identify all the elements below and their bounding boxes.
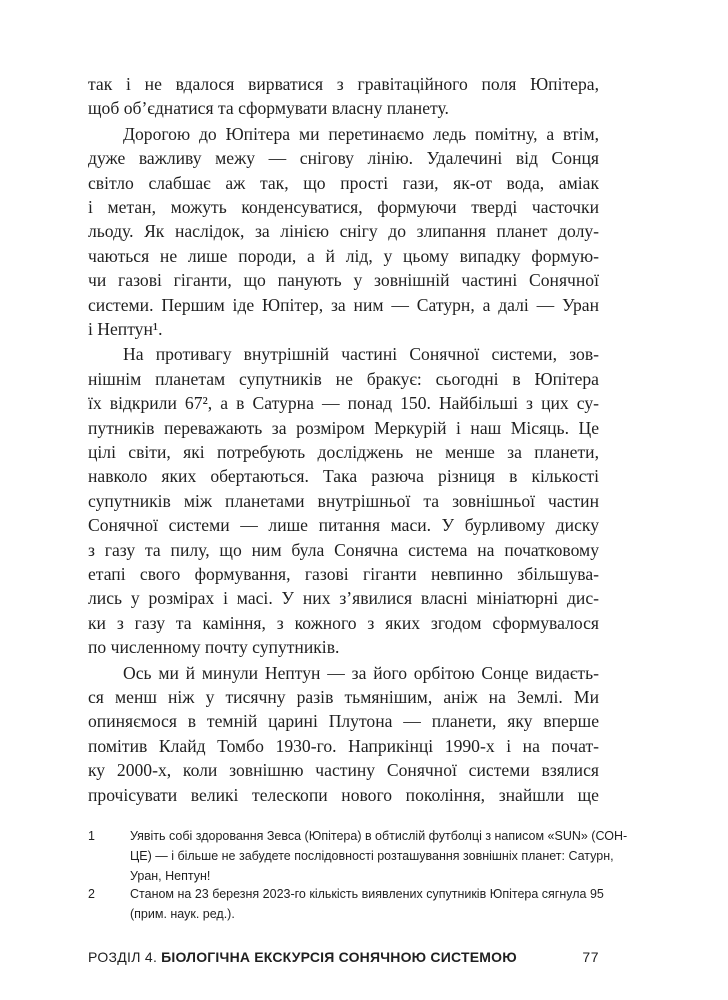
body-text-line: На противагу внутрішній частині Сонячної системи, зов-	[123, 344, 599, 365]
body-text-line: чи газові гіганти, що панують у зовнішній частині Сонячної	[88, 270, 599, 291]
footnote-number: 2	[88, 887, 95, 901]
page-number: 77	[582, 949, 599, 965]
body-text-line: супутників між планетами внутрішньої та зовнішньої частин	[88, 490, 599, 511]
body-text-line: ки з газу та каміння, з кожного з яких згодом сформувалося	[88, 612, 599, 633]
body-text-line: ку 2000-х, коли зовнішню частину Сонячної системи взялися	[88, 760, 599, 781]
body-text-line: щоб об’єднатися та сформувати власну планету.	[88, 98, 449, 119]
body-text-line: лись у розмірах і масі. У них з’явилися власні мініатюрні дис-	[88, 588, 599, 609]
body-text-line: Сонячної системи — лише питання маси. У бурливому диску	[88, 515, 599, 536]
body-text-line: чаються не лише породи, а й лід, у цьому випадку формую-	[88, 245, 599, 266]
body-text-line: цілі світи, які потребують досліджень не менше за планети,	[88, 442, 599, 462]
footnote-text-line: Уявіть собі здоровання Зевса (Юпітера) в обтислій футболці з написом «SUN» (СОН-	[130, 829, 628, 843]
body-text-line: льоду. Як наслідок, за лінією снігу до злипання планет долу-	[88, 221, 599, 242]
body-text-line: прочісувати великі телескопи нового покоління, знайшли ще	[88, 784, 599, 805]
chapter-prefix: РОЗДІЛ 4.	[88, 949, 158, 965]
body-text-line: Дорогою до Юпітера ми перетинаємо ледь помітну, а втім,	[123, 123, 599, 144]
body-text-line: етапі свого формування, газові гіганти невпинно збільшува-	[88, 564, 599, 584]
footnote-text-line: Станом на 23 березня 2023-го кількість виявлених супутників Юпітера сягнула 95	[130, 887, 604, 901]
body-text-line: ся менш ніж у тисячну разів тьмянішим, аніж на Землі. Ми	[88, 687, 599, 707]
body-text-line: і Нептун¹.	[88, 319, 163, 339]
footnote-text-line: Уран, Нептун!	[130, 869, 211, 883]
body-text-line: навколо яких обертаються. Така разюча різниця в кількості	[88, 466, 599, 487]
body-text-line: нішнім планетам супутників не бракує: сьогодні в Юпітера	[88, 368, 599, 389]
body-text-line: з газу та пилу, що ним була Сонячна система на початковому	[88, 539, 599, 560]
footnote-number: 1	[88, 829, 95, 843]
body-text-line: дуже важливу межу — снігову лінію. Удалечині від Сонця	[88, 148, 599, 169]
body-text-line: по численному почту супутників.	[88, 637, 340, 658]
footnote-text-line: ЦЕ) — і більше не забудете послідовності розташування зовнішніх планет: Сатурн,	[130, 849, 614, 863]
body-text-line: світло слабшає аж так, що прості гази, як-от вода, аміак	[88, 172, 599, 193]
chapter-title: БІОЛОГІЧНА ЕКСКУРСІЯ СОНЯЧНОЮ СИСТЕМОЮ	[161, 949, 517, 965]
body-text-line: системи. Першим іде Юпітер, за ним — Сатурн, а далі — Уран	[88, 294, 599, 315]
body-text-line: опиняємося в темній царині Плутона — планети, яку вперше	[88, 711, 599, 732]
body-text-line: і метан, можуть конденсуватися, формуючи тверді часточки	[88, 197, 599, 217]
body-text-line: так і не вдалося вирватися з гравітаційного поля Юпітера,	[88, 74, 599, 94]
running-footer	[88, 946, 599, 968]
body-text-line: путників переважають за розміром Меркурій і наш Місяць. Це	[88, 417, 599, 438]
body-text-line: їх відкрили 67², а в Сатурна — понад 150. Найбільші з цих су-	[88, 393, 599, 414]
footnote-text-line: (прим. наук. ред.).	[130, 907, 235, 921]
body-text-line: помітив Клайд Томбо 1930-го. Наприкінці 1990-х і на почат-	[88, 735, 599, 756]
body-text-line: Ось ми й минули Нептун — за його орбітою Сонце видаєть-	[123, 662, 599, 683]
